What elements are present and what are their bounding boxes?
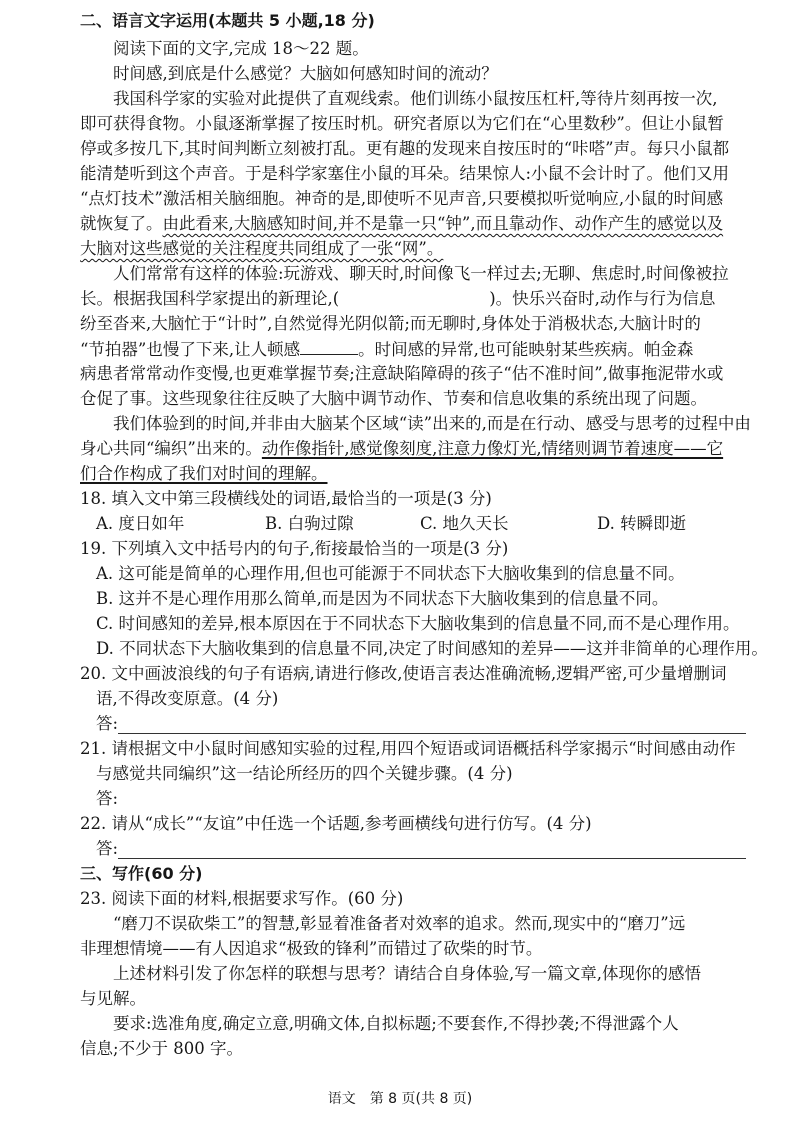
prompt-line: 与见解。	[80, 989, 146, 1008]
material-line: 非理想情境——有人因追求“极致的锋利”而错过了砍柴的时节。	[80, 939, 543, 958]
wavy-underlined-sentence: 大脑对这些感觉的关注程度共同组成了一张“网”。	[80, 239, 444, 258]
requirements-line: 信息;不少于 800 字。	[80, 1039, 244, 1058]
q18-option-c: C. 地久天长	[420, 514, 509, 533]
q19-option-a: A. 这可能是简单的心理作用,但也可能源于不同状态下大脑收集到的信息量不同。	[96, 564, 685, 583]
q19-option-d: D. 不同状态下大脑收集到的信息量不同,决定了时间感知的差异——这并非简单的心理作用。	[96, 639, 768, 658]
question-20-stem: 语,不得改变原意。(4 分)	[96, 689, 279, 708]
answer-label: 答:	[96, 789, 119, 808]
q18-option-d: D. 转瞬即逝	[597, 514, 687, 533]
answer-label: 答:	[96, 714, 119, 733]
underlined-sentence: 们合作构成了我们对时间的理解。	[80, 464, 328, 483]
passage-line	[80, 238, 443, 260]
q19-option-c: C. 时间感知的差异,根本原因在于不同状态下大脑收集到的信息量不同,而不是心理作用。	[96, 614, 740, 633]
passage-line	[80, 213, 723, 235]
passage-line: 时间感,到底是什么感觉？大脑如何感知时间的流动？	[113, 64, 498, 83]
fill-in-blank	[300, 338, 358, 355]
question-20-stem: 20. 文中画波浪线的句子有语病,请进行修改,使语言表达准确流畅,逻辑严密,可少量增删词	[80, 664, 727, 683]
passage-line: 能清楚听到这个声音。于是科学家塞住小鼠的耳朵。结果惊人:小鼠不会计时了。他们又用	[80, 164, 730, 183]
answer-label: 答:	[96, 839, 119, 858]
material-line: “磨刀不误砍柴工”的智慧,彰显着准备者对效率的追求。然而,现实中的“磨刀”远	[113, 914, 686, 933]
question-23-stem: 23. 阅读下面的材料,根据要求写作。(60 分)	[80, 889, 404, 908]
question-18-stem: 18. 填入文中第三段横线处的词语,最恰当的一项是(3 分)	[80, 489, 492, 508]
passage-text: “节拍器”也慢了下来,让人顿感	[80, 340, 301, 359]
question-19-stem: 19. 下列填入文中括号内的句子,衔接最恰当的一项是(3 分)	[80, 539, 509, 558]
passage-text: 身心共同“编织”出来的。	[80, 439, 262, 458]
passage-text: 。时间感的异常,也可能映射某些疾病。帕金森	[358, 340, 694, 359]
passage-line	[80, 438, 723, 460]
passage-line: 停或多按几下,其时间判断立刻被打乱。更有趣的发现来自按压时的“咔嗒”声。每只小鼠都	[80, 139, 730, 158]
answer-line-q22[interactable]	[118, 858, 746, 859]
passage-line: 即可获得食物。小鼠逐渐掌握了按压时机。研究者原以为它们在“心里数秒”。但让小鼠暂	[80, 114, 724, 133]
passage-line	[80, 463, 328, 485]
passage-line: 我国科学家的实验对此提供了直观线索。他们训练小鼠按压杠杆,等待片刻再按一次,	[113, 89, 718, 108]
passage-text: 长。根据我国科学家提出的新理论,(	[80, 289, 340, 308]
q19-option-b: B. 这并不是心理作用那么简单,而是因为不同状态下大脑收集到的信息量不同。	[96, 589, 669, 608]
section-heading: 三、写作(60 分)	[80, 864, 203, 883]
prompt-line: 上述材料引发了你怎样的联想与思考？请结合自身体验,写一篇文章,体现你的感悟	[113, 964, 701, 983]
underlined-sentence: 动作像指针,感觉像刻度,注意力像灯光,情绪则调节着速度——它	[261, 439, 724, 458]
passage-line	[80, 288, 715, 310]
page-footer: 语文 第 8 页(共 8 页)	[327, 1091, 473, 1107]
question-21-stem: 与感觉共同编织”这一结论所经历的四个关键步骤。(4 分)	[96, 764, 513, 783]
passage-line: 仓促了事。这些现象往往反映了大脑中调节动作、节奏和信息收集的系统出现了问题。	[80, 389, 707, 408]
passage-line	[80, 338, 693, 360]
question-22-stem: 22. 请从“成长”“友谊”中任选一个话题,参考画横线句进行仿写。(4 分)	[80, 814, 592, 833]
answer-line-q20[interactable]	[118, 733, 746, 734]
passage-text: 就恢复了。	[80, 214, 163, 233]
passage-line: 我们体验到的时间,并非由大脑某个区域“读”出来的,而是在行动、感受与思考的过程中由	[113, 414, 751, 433]
q18-option-b: B. 白驹过隙	[265, 514, 354, 533]
passage-text: )。快乐兴奋时,动作与行为信息	[489, 289, 716, 308]
wavy-underlined-sentence: 由此看来,大脑感知时间,并不是靠一只“钟”,而且靠动作、动作产生的感觉以及	[162, 214, 724, 233]
passage-line: 纷至沓来,大脑忙于“计时”,自然觉得光阴似箭;而无聊时,身体处于消极状态,大脑计时的	[80, 314, 701, 333]
question-21-stem: 21. 请根据文中小鼠时间感知实验的过程,用四个短语或词语概括科学家揭示“时间感由动作	[80, 739, 736, 758]
passage-line: 人们常常有这样的体验:玩游戏、聊天时,时间像飞一样过去;无聊、焦虑时,时间像被拉	[113, 264, 729, 283]
instruction: 阅读下面的文字,完成 18～22 题。	[113, 39, 369, 58]
section-heading: 二、语言文字运用(本题共 5 小题,18 分)	[80, 11, 375, 30]
requirements-line: 要求:选准角度,确定立意,明确文体,自拟标题;不要套作,不得抄袭;不得泄露个人	[113, 1014, 679, 1033]
q18-option-a: A. 度日如年	[96, 514, 185, 533]
passage-line: 病患者常常动作变慢,也更难掌握节奏;注意缺陷障碍的孩子“估不准时间”,做事拖泥带水或	[80, 364, 724, 383]
passage-line: “点灯技术”激活相关脑细胞。神奇的是,即使听不见声音,只要模拟听觉响应,小鼠的时间感	[80, 189, 724, 208]
